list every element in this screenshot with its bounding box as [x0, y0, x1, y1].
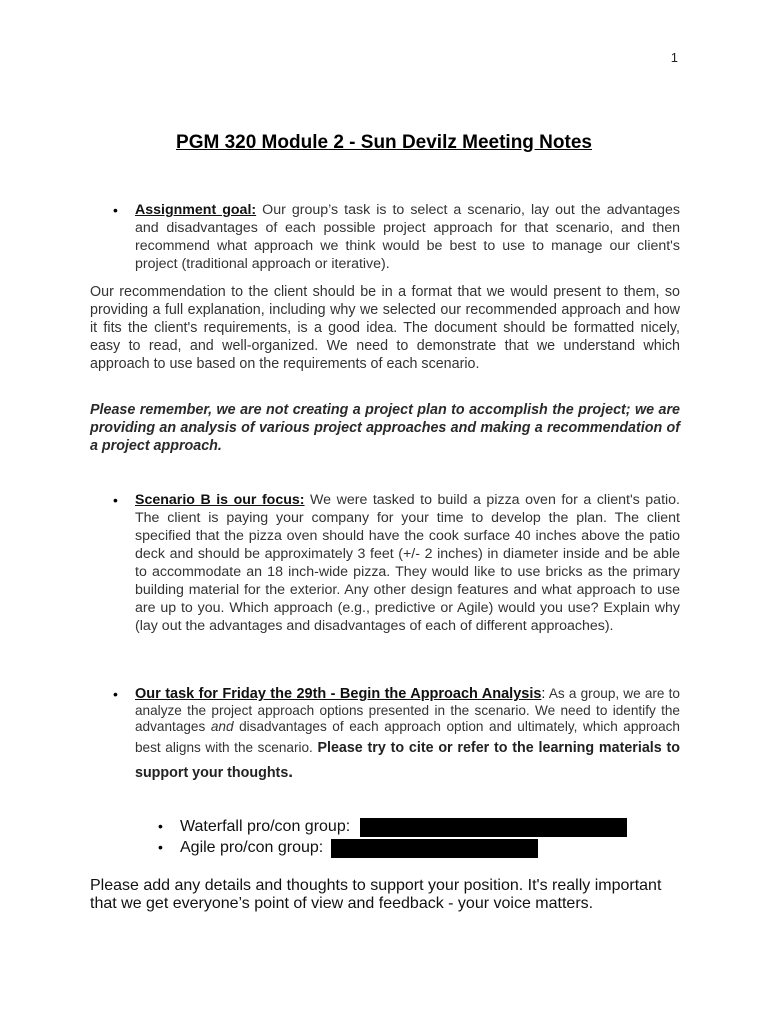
assignment-goal-label: Assignment goal:	[135, 202, 257, 218]
redaction-bar	[360, 818, 627, 837]
page-number: 1	[670, 50, 678, 65]
task-text-2: disadvantages of each approach option and ultimately, which approach best aligns with the scenario.	[135, 719, 680, 755]
page-title: PGM 320 Module 2 - Sun Devilz Meeting Notes	[176, 132, 592, 153]
agile-group-label: Agile pro/con group:	[180, 839, 324, 856]
recommendation-paragraph: Our recommendation to the client should be in a format that we would present to them, so providing a full explanation, including why we selected our recommended approach and how it fits the client's requirements, is a good idea. The document should be formatted nicely, easy to read, and well-organized. We need to demonstrate that we understand which approach to use based on the requirements of each scenario.	[90, 284, 680, 372]
assignment-goal-text: Our group’s task is to select a scenario, lay out the advantages and disadvantages of each possible project approach for that scenario, and then recommend what approach we think would be best to use to manage our client's project (traditional approach or iterative).	[135, 202, 680, 272]
task-label: Our task for Friday the 29th - Begin the Approach Analysis	[135, 686, 542, 702]
task-item	[113, 686, 681, 785]
scenario-item	[113, 491, 680, 635]
bullet-icon: •	[158, 839, 163, 855]
bullet-icon: •	[113, 202, 118, 218]
task-emphasis: Please try to cite or refer to the learning materials to support your thoughts	[135, 739, 681, 781]
scenario-label: Scenario B is our focus:	[135, 492, 305, 508]
bullet-icon: •	[158, 818, 163, 834]
redaction-bar	[331, 839, 538, 858]
waterfall-group-label: Waterfall pro/con group:	[180, 818, 351, 835]
agile-group-item	[158, 839, 324, 859]
task-emphasis-period: .	[288, 761, 294, 781]
task-label-colon: :	[541, 686, 546, 702]
waterfall-group-item	[158, 818, 351, 838]
assignment-goal-item	[113, 201, 680, 273]
scenario-text: We were tasked to build a pizza oven for a client's patio. The client is paying your company for your time to develop the plan. The client specified that the pizza oven should have the cook surface 40 inches above the patio deck and should be approximately 3 feet (+/- 2 inches) in diameter inside and be able to accommodate an 18 inch-wide pizza. They would like to use bricks as the primary building material for the exterior. Any other design features and what approach to use are up to you. Which approach (e.g., predictive or Agile) would you use? Explain why (lay out the advantages and disadvantages of each of different approaches).	[135, 492, 680, 634]
closing-paragraph: Please add any details and thoughts to support your position. It's really important that we get everyone’s point of view and feedback - your voice matters.	[90, 877, 662, 912]
bullet-icon: •	[113, 492, 118, 508]
bullet-icon: •	[113, 686, 118, 702]
task-text-1: As a group, we are to analyze the project approach options presented in the scenario. We need to identify the advantages	[135, 686, 680, 734]
task-text-italic: and	[210, 719, 234, 734]
reminder-note: Please remember, we are not creating a project plan to accomplish the project; we are providing an analysis of various project approaches and making a recommendation of a project approach.	[90, 402, 680, 454]
